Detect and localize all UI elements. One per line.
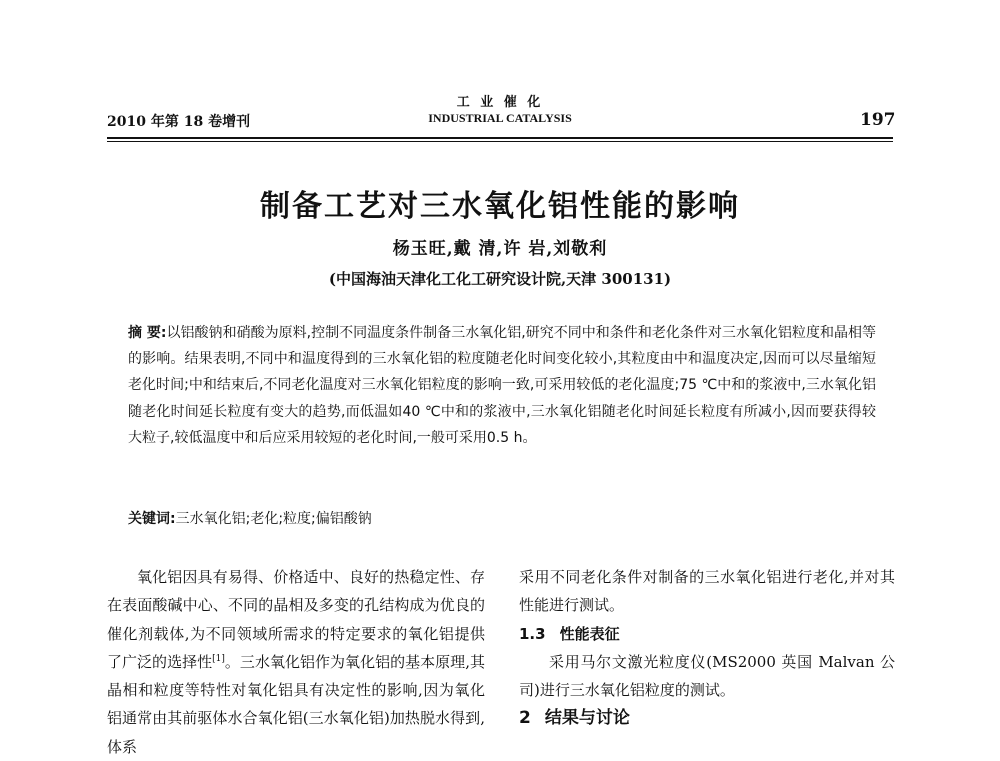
body-left-column (107, 563, 485, 761)
header-rule (107, 137, 893, 139)
abstract (128, 320, 876, 451)
journal-header (0, 91, 1000, 126)
journal-name-en: INDUSTRIAL CATALYSIS (428, 111, 572, 125)
section-title: 结果与讨论 (544, 708, 630, 729)
citation-ref: [1] (212, 653, 225, 664)
keywords (128, 508, 876, 528)
page-number: 197 (860, 110, 896, 130)
body-right-column (519, 563, 895, 733)
keywords-text: 三水氧化铝;老化;粒度;偏铝酸钠 (175, 511, 372, 527)
intro-text-b: 。三水氧化铝作为氧化铝的基本原理,其晶相和粒度等特性对氧化铝具有决定性的影响,因为氧化铝通常由其前驱体水合氧化铝(三水氧化铝)加热脱水得到,体系 (107, 652, 485, 756)
section-heading-1-3 (519, 620, 895, 648)
abstract-label: 摘 要: (128, 325, 167, 341)
section-number: 1.3 (519, 624, 546, 643)
header-rule-thin (107, 141, 893, 142)
intro-text-a: 氧化铝因具有易得、价格适中、良好的热稳定性、存在表面酸碱中心、不同的晶相及多变的孔结构成为优良的催化剂载体,为不同领域所需求的特定要求的氧化铝提供了广泛的选择性 (107, 568, 485, 671)
journal-issue: 2010 年第 18 卷增刊 (107, 114, 251, 130)
intro-paragraph (107, 563, 485, 761)
section-title: 性能表征 (559, 624, 620, 643)
paper-authors: 杨玉旺,戴 清,许 岩,刘敬利 (392, 239, 608, 259)
paper-title: 制备工艺对三水氧化铝性能的影响 (260, 189, 740, 224)
paper-affiliation: (中国海油天津化工化工研究设计院,天津 300131) (328, 270, 672, 288)
journal-name-zh: 工 业 催 化 (456, 95, 544, 110)
keywords-label: 关键词: (128, 511, 176, 527)
section-number: 2 (519, 708, 531, 729)
method-paragraph: 采用不同老化条件对制备的三水氧化铝进行老化,并对其性能进行测试。 (519, 568, 895, 615)
section-heading-2 (519, 704, 895, 732)
abstract-text: 以铝酸钠和硝酸为原料,控制不同温度条件制备三水氧化铝,研究不同中和条件和老化条件对三水氧化铝粒度和晶相等的影响。结果表明,不同中和温度得到的三水氧化铝的粒度随老化时间变化较小,其粒度由中和温度决定,因而可以尽量缩短老化时间;中和结束后,不同老化温度对三水氧化铝粒度的影响一致,可采用较低的老化温度;75 ℃中和的浆液中,三水氧化铝随老化时间延长粒度有变大的趋势,而低温如40 ℃中和的浆液中,三水氧化铝随老化时间延长粒度有所减小,因而要获得较大粒子,较低温度中和后应采用较短的老化时间,一般可采用0.5 h。 (128, 325, 876, 446)
characterization-paragraph: 采用马尔文激光粒度仪(MS2000 英国 Malvan 公司)进行三水氧化铝粒度的测试。 (519, 652, 895, 700)
